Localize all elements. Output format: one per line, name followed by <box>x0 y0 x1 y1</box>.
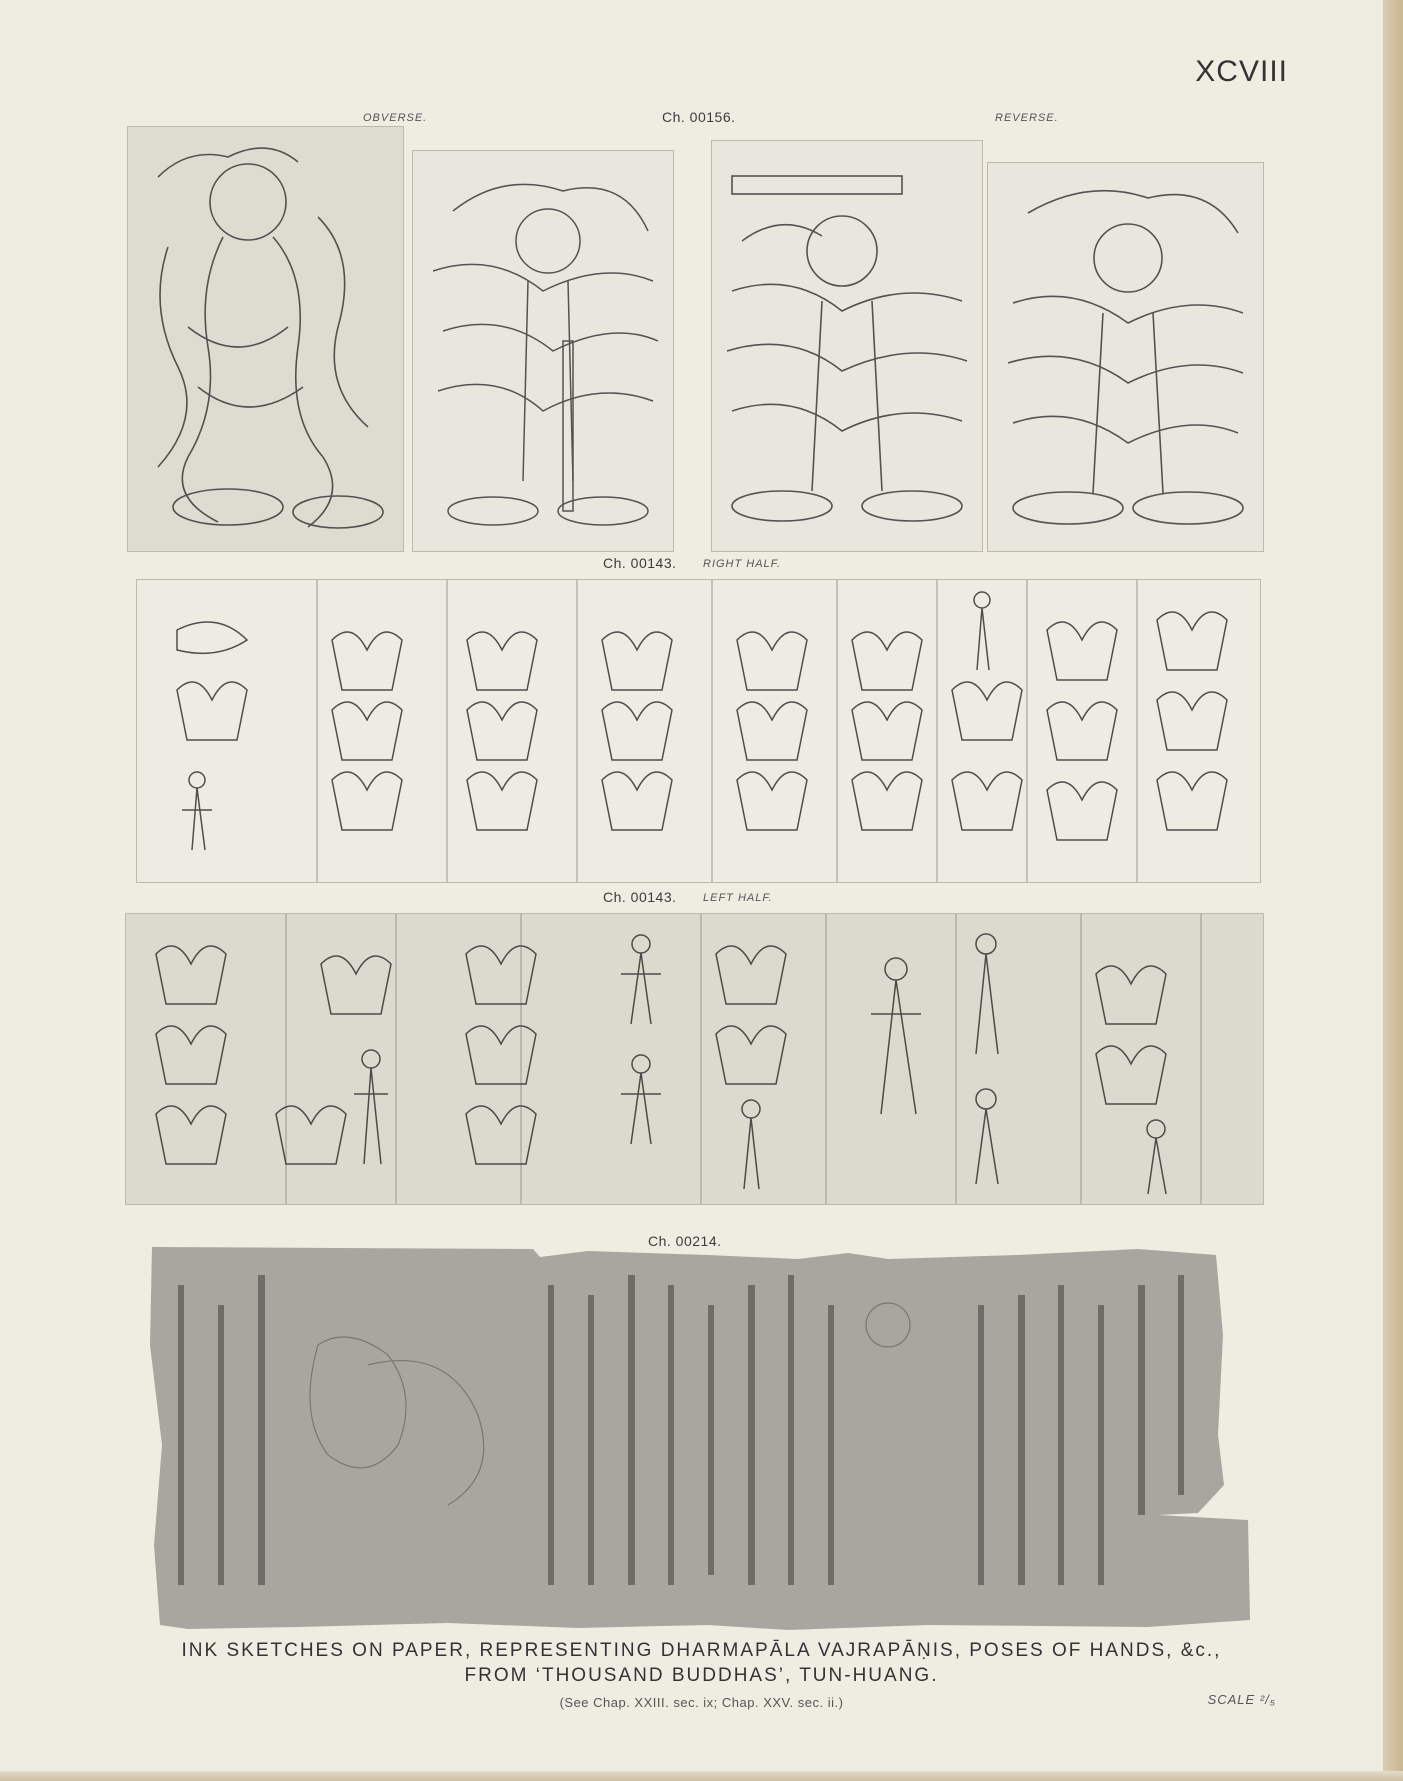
manuscript-fragment <box>148 1245 1253 1631</box>
caption-line-1: INK SKETCHES ON PAPER, REPRESENTING DHARMAPĀLA VAJRAPĀṆIS, POSES OF HANDS, &c., <box>181 1640 1222 1661</box>
scale-label: SCALE ²/₅ <box>1207 1692 1276 1707</box>
obverse-label: OBVERSE. <box>363 112 428 124</box>
vajrapani-figure-reverse-2 <box>988 163 1263 551</box>
catalogue-label-00143-left: Ch. 00143. <box>603 889 677 905</box>
vajrapani-obverse-sketch-2 <box>412 150 674 552</box>
vajrapani-figures-obverse <box>128 127 403 551</box>
vajrapani-reverse-sketch <box>711 140 983 552</box>
manuscript-fragment-drawing <box>148 1245 1253 1631</box>
left-half-label: LEFT HALF. <box>703 892 773 904</box>
hand-poses-left-half <box>125 913 1264 1205</box>
plate-number: XCVIII <box>1195 55 1288 88</box>
hand-poses-right-half <box>136 579 1261 883</box>
vajrapani-figure-reverse <box>712 141 982 551</box>
caption-reference: (See Chap. XXIII. sec. ix; Chap. XXV. sec. ii.) <box>559 1695 844 1710</box>
catalogue-label-00156: Ch. 00156. <box>662 109 736 125</box>
page-edge <box>1383 0 1403 1781</box>
vajrapani-reverse-sketch-2 <box>987 162 1264 552</box>
vajrapani-figure-obverse-2 <box>413 151 673 551</box>
hand-poses-drawing-left <box>126 914 1263 1204</box>
hand-poses-drawing-right <box>137 580 1260 882</box>
page-edge-bottom <box>0 1771 1403 1781</box>
reverse-label: REVERSE. <box>995 112 1059 124</box>
vajrapani-obverse-sketch <box>127 126 404 552</box>
caption-line-2: FROM ‘THOUSAND BUDDHAS’, TUN-HUANG. <box>464 1665 939 1686</box>
right-half-label: RIGHT HALF. <box>703 558 782 570</box>
catalogue-label-00214: Ch. 00214. <box>648 1233 722 1249</box>
catalogue-label-00143-right: Ch. 00143. <box>603 555 677 571</box>
